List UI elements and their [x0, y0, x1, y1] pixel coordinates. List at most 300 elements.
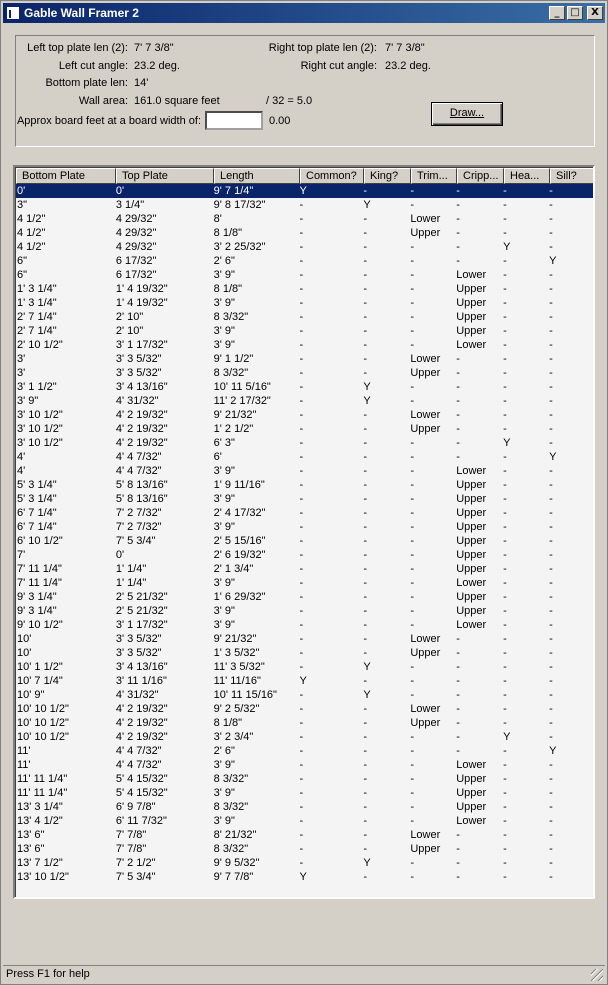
table-cell: -	[503, 675, 507, 687]
table-cell: 3' 9"	[213, 493, 235, 505]
table-cell: -	[299, 507, 304, 519]
app-icon[interactable]	[6, 6, 20, 20]
table-cell: Lower	[456, 815, 487, 827]
table-cell: Upper	[456, 605, 487, 617]
table-cell: -	[363, 703, 368, 715]
table-cell: 6' 3"	[213, 437, 235, 449]
table-row[interactable]	[16, 534, 593, 548]
table-row[interactable]	[16, 296, 593, 310]
table-cell: 7'	[17, 549, 26, 561]
title-bar[interactable]	[3, 3, 605, 23]
table-cell: -	[549, 843, 553, 855]
table-cell: Lower	[410, 353, 441, 365]
table-cell: -	[410, 801, 414, 813]
table-cell: 9' 2 5/32"	[213, 703, 260, 715]
table-cell: -	[549, 535, 553, 547]
table-row[interactable]	[16, 352, 593, 366]
table-cell: 4 1/2"	[17, 227, 46, 239]
table-row[interactable]	[16, 856, 593, 870]
table-cell: 3'	[17, 353, 26, 365]
table-cell: Y	[299, 185, 307, 197]
table-row[interactable]	[16, 688, 593, 702]
table-cell: 2' 6"	[213, 745, 235, 757]
table-cell: -	[410, 395, 414, 407]
table-cell: 3' 11 1/16"	[115, 675, 167, 687]
table-cell: 8 3/32"	[213, 773, 249, 785]
table-cell: -	[363, 787, 368, 799]
table-cell: 1' 1/4"	[115, 577, 147, 589]
table-cell: -	[503, 381, 507, 393]
table-row[interactable]	[16, 422, 593, 436]
table-cell: 3' 1 1/2"	[17, 381, 57, 393]
status-bar	[3, 965, 605, 983]
table-cell: -	[456, 367, 460, 379]
table-row[interactable]	[16, 464, 593, 478]
table-row[interactable]	[16, 198, 593, 212]
table-cell: 5' 8 13/16"	[115, 493, 168, 505]
table-cell: 6' 11 7/32"	[115, 815, 167, 827]
table-cell: -	[503, 395, 507, 407]
table-cell: -	[549, 773, 553, 785]
table-cell: -	[410, 255, 414, 267]
table-row[interactable]	[16, 408, 593, 422]
table-cell: -	[456, 353, 460, 365]
table-cell: 3' 9"	[213, 269, 235, 281]
table-cell: -	[503, 661, 507, 673]
col-header[interactable]: Hea...	[504, 168, 550, 184]
table-cell: 3' 9"	[213, 577, 235, 589]
table-cell: -	[410, 731, 414, 743]
table-cell: 5' 3 1/4"	[17, 493, 57, 505]
table-cell: Y	[363, 661, 371, 673]
table-cell: 2' 5 21/32"	[115, 591, 168, 603]
table-row[interactable]	[16, 646, 593, 660]
table-cell: -	[549, 339, 553, 351]
table-cell: Upper	[456, 325, 487, 337]
table-cell: -	[456, 647, 460, 659]
table-cell: 8'	[213, 213, 222, 225]
table-cell: -	[503, 829, 507, 841]
table-cell: 3' 1 17/32"	[115, 339, 168, 351]
table-cell: 10' 11 15/16"	[213, 689, 277, 701]
table-cell: 4'	[17, 465, 26, 477]
table-row[interactable]	[16, 520, 593, 534]
list-rows	[16, 184, 593, 884]
table-row[interactable]	[16, 366, 593, 380]
table-cell: 1' 9 11/16"	[213, 479, 265, 491]
col-cripple[interactable]: Cripp...	[457, 168, 504, 184]
table-cell: -	[503, 451, 507, 463]
table-cell: -	[549, 759, 553, 771]
table-cell: -	[503, 465, 507, 477]
table-row[interactable]	[16, 268, 593, 282]
table-cell: 11' 2 17/32"	[213, 395, 271, 407]
table-cell: 4' 31/32"	[115, 395, 159, 407]
table-cell: -	[410, 493, 414, 505]
table-cell: -	[299, 801, 304, 813]
board-feet-label: Approx board feet at a board width of:	[16, 115, 201, 127]
table-cell: -	[549, 185, 553, 197]
table-cell: Y	[549, 451, 557, 463]
table-cell: -	[299, 773, 304, 785]
table-cell: -	[549, 787, 553, 799]
table-row[interactable]	[16, 590, 593, 604]
col-trimmer[interactable]: Trim...	[411, 168, 457, 184]
table-cell: -	[363, 829, 368, 841]
table-cell: 9' 8 17/32"	[213, 199, 266, 211]
table-cell: 8' 21/32"	[213, 829, 257, 841]
table-cell: -	[456, 423, 460, 435]
table-row[interactable]	[16, 604, 593, 618]
table-cell: 10'	[17, 633, 32, 645]
table-cell: -	[299, 213, 304, 225]
table-cell: -	[363, 507, 368, 519]
table-cell: -	[410, 297, 414, 309]
table-cell: -	[410, 773, 414, 785]
table-row[interactable]	[16, 576, 593, 590]
table-cell: -	[456, 871, 460, 883]
table-cell: -	[549, 241, 553, 253]
table-row[interactable]	[16, 324, 593, 338]
table-cell: -	[410, 241, 414, 253]
table-cell: -	[299, 759, 304, 771]
table-cell: -	[410, 339, 414, 351]
table-row[interactable]	[16, 660, 593, 674]
table-cell: 3' 4 13/16"	[115, 661, 168, 673]
table-row[interactable]	[16, 478, 593, 492]
table-cell: Lower	[410, 633, 441, 645]
table-cell: -	[549, 381, 553, 393]
table-cell: -	[503, 339, 507, 351]
table-cell: -	[299, 465, 304, 477]
table-cell: -	[456, 395, 460, 407]
table-cell: -	[549, 297, 553, 309]
table-cell: 4' 2 19/32"	[115, 703, 168, 715]
table-cell: 3' 9"	[213, 619, 235, 631]
table-cell: 9' 21/32"	[213, 409, 257, 421]
table-cell: 9' 9 5/32"	[213, 857, 260, 869]
table-cell: -	[549, 325, 553, 337]
table-row[interactable]	[16, 562, 593, 576]
table-cell: -	[503, 717, 507, 729]
table-cell: -	[549, 465, 553, 477]
table-cell: -	[549, 479, 553, 491]
table-cell: -	[456, 185, 460, 197]
close-button[interactable]: X	[587, 6, 603, 20]
table-row[interactable]	[16, 716, 593, 730]
table-cell: -	[299, 857, 304, 869]
table-cell: -	[410, 871, 414, 883]
table-cell: Upper	[410, 717, 441, 729]
table-row[interactable]	[16, 758, 593, 772]
table-cell: -	[299, 717, 304, 729]
table-cell: 8 3/32"	[213, 367, 249, 379]
table-cell: -	[410, 311, 414, 323]
draw-button-label: Draw...	[449, 107, 485, 119]
table-row[interactable]	[16, 226, 593, 240]
table-cell: -	[363, 801, 368, 813]
table-cell: 3' 9"	[213, 325, 235, 337]
table-cell: -	[299, 395, 304, 407]
table-cell: -	[503, 563, 507, 575]
table-cell: Upper	[456, 787, 487, 799]
table-cell: -	[410, 199, 414, 211]
table-cell: 3' 3 5/32"	[115, 633, 162, 645]
minimize-button[interactable]: _	[549, 6, 565, 20]
col-common[interactable]: Common?	[300, 168, 364, 184]
table-cell: 3' 9"	[213, 815, 235, 827]
table-cell: 3' 4 13/16"	[115, 381, 168, 393]
table-cell: -	[363, 717, 368, 729]
table-cell: 1' 3 1/4"	[17, 283, 57, 295]
table-cell: -	[503, 773, 507, 785]
table-cell: -	[299, 549, 304, 561]
table-cell: -	[549, 801, 553, 813]
table-row[interactable]	[16, 674, 593, 688]
table-cell: -	[363, 241, 368, 253]
board-width-input[interactable]	[205, 111, 263, 130]
wall-area-label: Wall area:	[78, 95, 128, 107]
table-cell: 3' 9"	[213, 465, 235, 477]
table-cell: -	[410, 437, 414, 449]
table-cell: -	[549, 633, 553, 645]
table-row[interactable]	[16, 744, 593, 758]
table-cell: -	[410, 759, 414, 771]
table-cell: 3' 2 3/4"	[213, 731, 254, 743]
table-cell: -	[549, 283, 553, 295]
resize-grip[interactable]	[591, 969, 603, 981]
col-length[interactable]: Length	[214, 168, 300, 184]
table-cell: -	[299, 353, 304, 365]
table-cell: -	[456, 689, 460, 701]
table-row[interactable]	[16, 786, 593, 800]
table-cell: -	[363, 465, 368, 477]
table-cell: -	[299, 731, 304, 743]
table-cell: 4 29/32"	[115, 227, 157, 239]
table-cell: -	[363, 619, 368, 631]
table-cell: 9' 1 1/2"	[213, 353, 254, 365]
table-cell: -	[549, 689, 553, 701]
table-cell: 2' 5 21/32"	[115, 605, 168, 617]
table-cell: -	[503, 843, 507, 855]
table-row[interactable]	[16, 254, 593, 268]
table-cell: 1' 3 1/4"	[17, 297, 57, 309]
table-cell: -	[456, 199, 460, 211]
table-cell: Upper	[456, 493, 487, 505]
maximize-button[interactable]: □	[567, 6, 583, 20]
table-cell: 4 1/2"	[17, 213, 46, 225]
table-row[interactable]	[16, 338, 593, 352]
table-cell: -	[456, 731, 460, 743]
table-cell: Y	[363, 857, 371, 869]
table-cell: 3' 1 17/32"	[115, 619, 168, 631]
table-cell: -	[363, 843, 368, 855]
table-cell: 7' 2 7/32"	[115, 521, 162, 533]
table-row[interactable]	[16, 212, 593, 226]
col-bottom-plate[interactable]: Bottom Plate	[16, 168, 116, 184]
table-cell: -	[299, 591, 304, 603]
table-cell: -	[299, 479, 304, 491]
table-cell: -	[363, 745, 368, 757]
table-cell: -	[410, 507, 414, 519]
table-cell: 4' 4 7/32"	[115, 745, 162, 757]
table-cell: 4' 2 19/32"	[115, 423, 168, 435]
table-cell: 3' 9"	[213, 759, 235, 771]
table-row[interactable]	[16, 436, 593, 450]
table-cell: -	[410, 549, 414, 561]
table-cell: 2' 7 1/4"	[17, 325, 57, 337]
table-cell: 8 1/8"	[213, 717, 243, 729]
col-king[interactable]: King?	[364, 168, 411, 184]
table-row[interactable]	[16, 282, 593, 296]
table-row[interactable]	[16, 842, 593, 856]
table-cell: 3'	[17, 367, 26, 379]
table-cell: -	[503, 871, 507, 883]
table-cell: 4' 2 19/32"	[115, 731, 168, 743]
draw-button[interactable]	[431, 102, 503, 126]
table-cell: -	[456, 857, 460, 869]
table-cell: Upper	[456, 507, 487, 519]
table-cell: -	[363, 437, 368, 449]
table-row[interactable]	[16, 184, 593, 198]
table-cell: Y	[503, 731, 511, 743]
table-row[interactable]	[16, 492, 593, 506]
table-cell: Y	[503, 241, 511, 253]
table-cell: Lower	[410, 409, 441, 421]
table-cell: 5' 4 15/32"	[115, 773, 168, 785]
table-cell: -	[299, 423, 304, 435]
table-cell: -	[299, 339, 304, 351]
table-cell: 4' 31/32"	[115, 689, 159, 701]
table-cell: 2' 10"	[115, 325, 144, 337]
table-cell: 1' 6 29/32"	[213, 591, 266, 603]
table-cell: -	[410, 283, 414, 295]
table-cell: -	[363, 297, 368, 309]
col-sill[interactable]: Sill?	[550, 168, 594, 184]
table-row[interactable]	[16, 828, 593, 842]
table-cell: -	[503, 619, 507, 631]
table-row[interactable]	[16, 240, 593, 254]
table-cell: 9' 10 1/2"	[17, 619, 63, 631]
table-row[interactable]	[16, 380, 593, 394]
table-cell: -	[549, 353, 553, 365]
table-cell: -	[549, 563, 553, 575]
table-row[interactable]	[16, 772, 593, 786]
table-cell: 5' 3 1/4"	[17, 479, 57, 491]
table-cell: 13' 6"	[17, 843, 45, 855]
table-cell: Upper	[456, 801, 487, 813]
table-cell: 7' 11 1/4"	[17, 563, 62, 575]
table-row[interactable]	[16, 632, 593, 646]
table-cell: -	[410, 661, 414, 673]
table-row[interactable]	[16, 800, 593, 814]
table-row[interactable]	[16, 870, 593, 884]
table-cell: -	[549, 409, 553, 421]
table-cell: -	[363, 185, 368, 197]
table-cell: 2' 10"	[115, 311, 144, 323]
table-row[interactable]	[16, 548, 593, 562]
table-cell: -	[299, 367, 304, 379]
table-cell: 0'	[115, 185, 125, 197]
table-cell: -	[503, 703, 507, 715]
table-cell: -	[503, 311, 507, 323]
table-row[interactable]	[16, 814, 593, 828]
table-cell: Lower	[456, 465, 487, 477]
table-cell: 8 3/32"	[213, 843, 249, 855]
bottom-plate-value: 14'	[134, 77, 149, 89]
table-cell: -	[503, 227, 507, 239]
table-cell: 11' 11 1/4"	[17, 787, 68, 799]
table-row[interactable]	[16, 618, 593, 632]
table-cell: -	[456, 213, 460, 225]
table-cell: -	[456, 661, 460, 673]
table-cell: Upper	[456, 311, 487, 323]
table-cell: -	[363, 591, 368, 603]
table-row[interactable]	[16, 450, 593, 464]
table-cell: -	[410, 563, 414, 575]
table-cell: -	[503, 353, 507, 365]
table-cell: 4' 4 7/32"	[115, 465, 162, 477]
table-cell: -	[503, 199, 507, 211]
table-cell: 1' 2 1/2"	[213, 423, 254, 435]
table-cell: -	[363, 367, 368, 379]
table-cell: 10' 1 1/2"	[17, 661, 63, 673]
table-cell: Upper	[456, 773, 487, 785]
table-cell: -	[549, 871, 553, 883]
table-cell: -	[363, 283, 368, 295]
table-row[interactable]	[16, 394, 593, 408]
table-cell: -	[503, 759, 507, 771]
table-cell: -	[503, 605, 507, 617]
table-cell: -	[549, 437, 553, 449]
table-row[interactable]	[16, 310, 593, 324]
table-cell: -	[503, 213, 507, 225]
framing-list[interactable]	[13, 165, 595, 899]
table-row[interactable]	[16, 730, 593, 744]
table-cell: -	[410, 185, 414, 197]
table-cell: -	[299, 521, 304, 533]
table-cell: -	[549, 549, 553, 561]
left-top-plate-value: 7' 7 3/8"	[134, 42, 174, 54]
table-cell: -	[549, 857, 553, 869]
table-cell: Upper	[410, 843, 441, 855]
table-cell: 1' 4 19/32"	[115, 283, 168, 295]
table-cell: -	[410, 689, 414, 701]
table-cell: 7' 11 1/4"	[17, 577, 62, 589]
table-cell: 0'	[17, 185, 26, 197]
table-cell: -	[503, 647, 507, 659]
table-cell: -	[363, 213, 368, 225]
right-cut-angle-value: 23.2 deg.	[385, 60, 431, 72]
wall-area-divisor: / 32 = 5.0	[266, 95, 313, 107]
table-cell: -	[299, 409, 304, 421]
table-cell: -	[410, 451, 414, 463]
table-cell: -	[503, 787, 507, 799]
table-row[interactable]	[16, 506, 593, 520]
table-cell: 11'	[17, 759, 31, 771]
table-cell: -	[456, 633, 460, 645]
table-cell: 3' 2 25/32"	[213, 241, 266, 253]
table-cell: -	[299, 619, 304, 631]
status-text: Press F1 for help	[6, 968, 90, 980]
table-cell: Lower	[456, 339, 487, 351]
right-top-plate-value: 7' 7 3/8"	[385, 42, 425, 54]
table-cell: Upper	[456, 283, 487, 295]
table-cell: 11' 11/16"	[213, 675, 261, 687]
table-cell: -	[503, 493, 507, 505]
col-top-plate[interactable]: Top Plate	[116, 168, 214, 184]
table-row[interactable]	[16, 702, 593, 716]
